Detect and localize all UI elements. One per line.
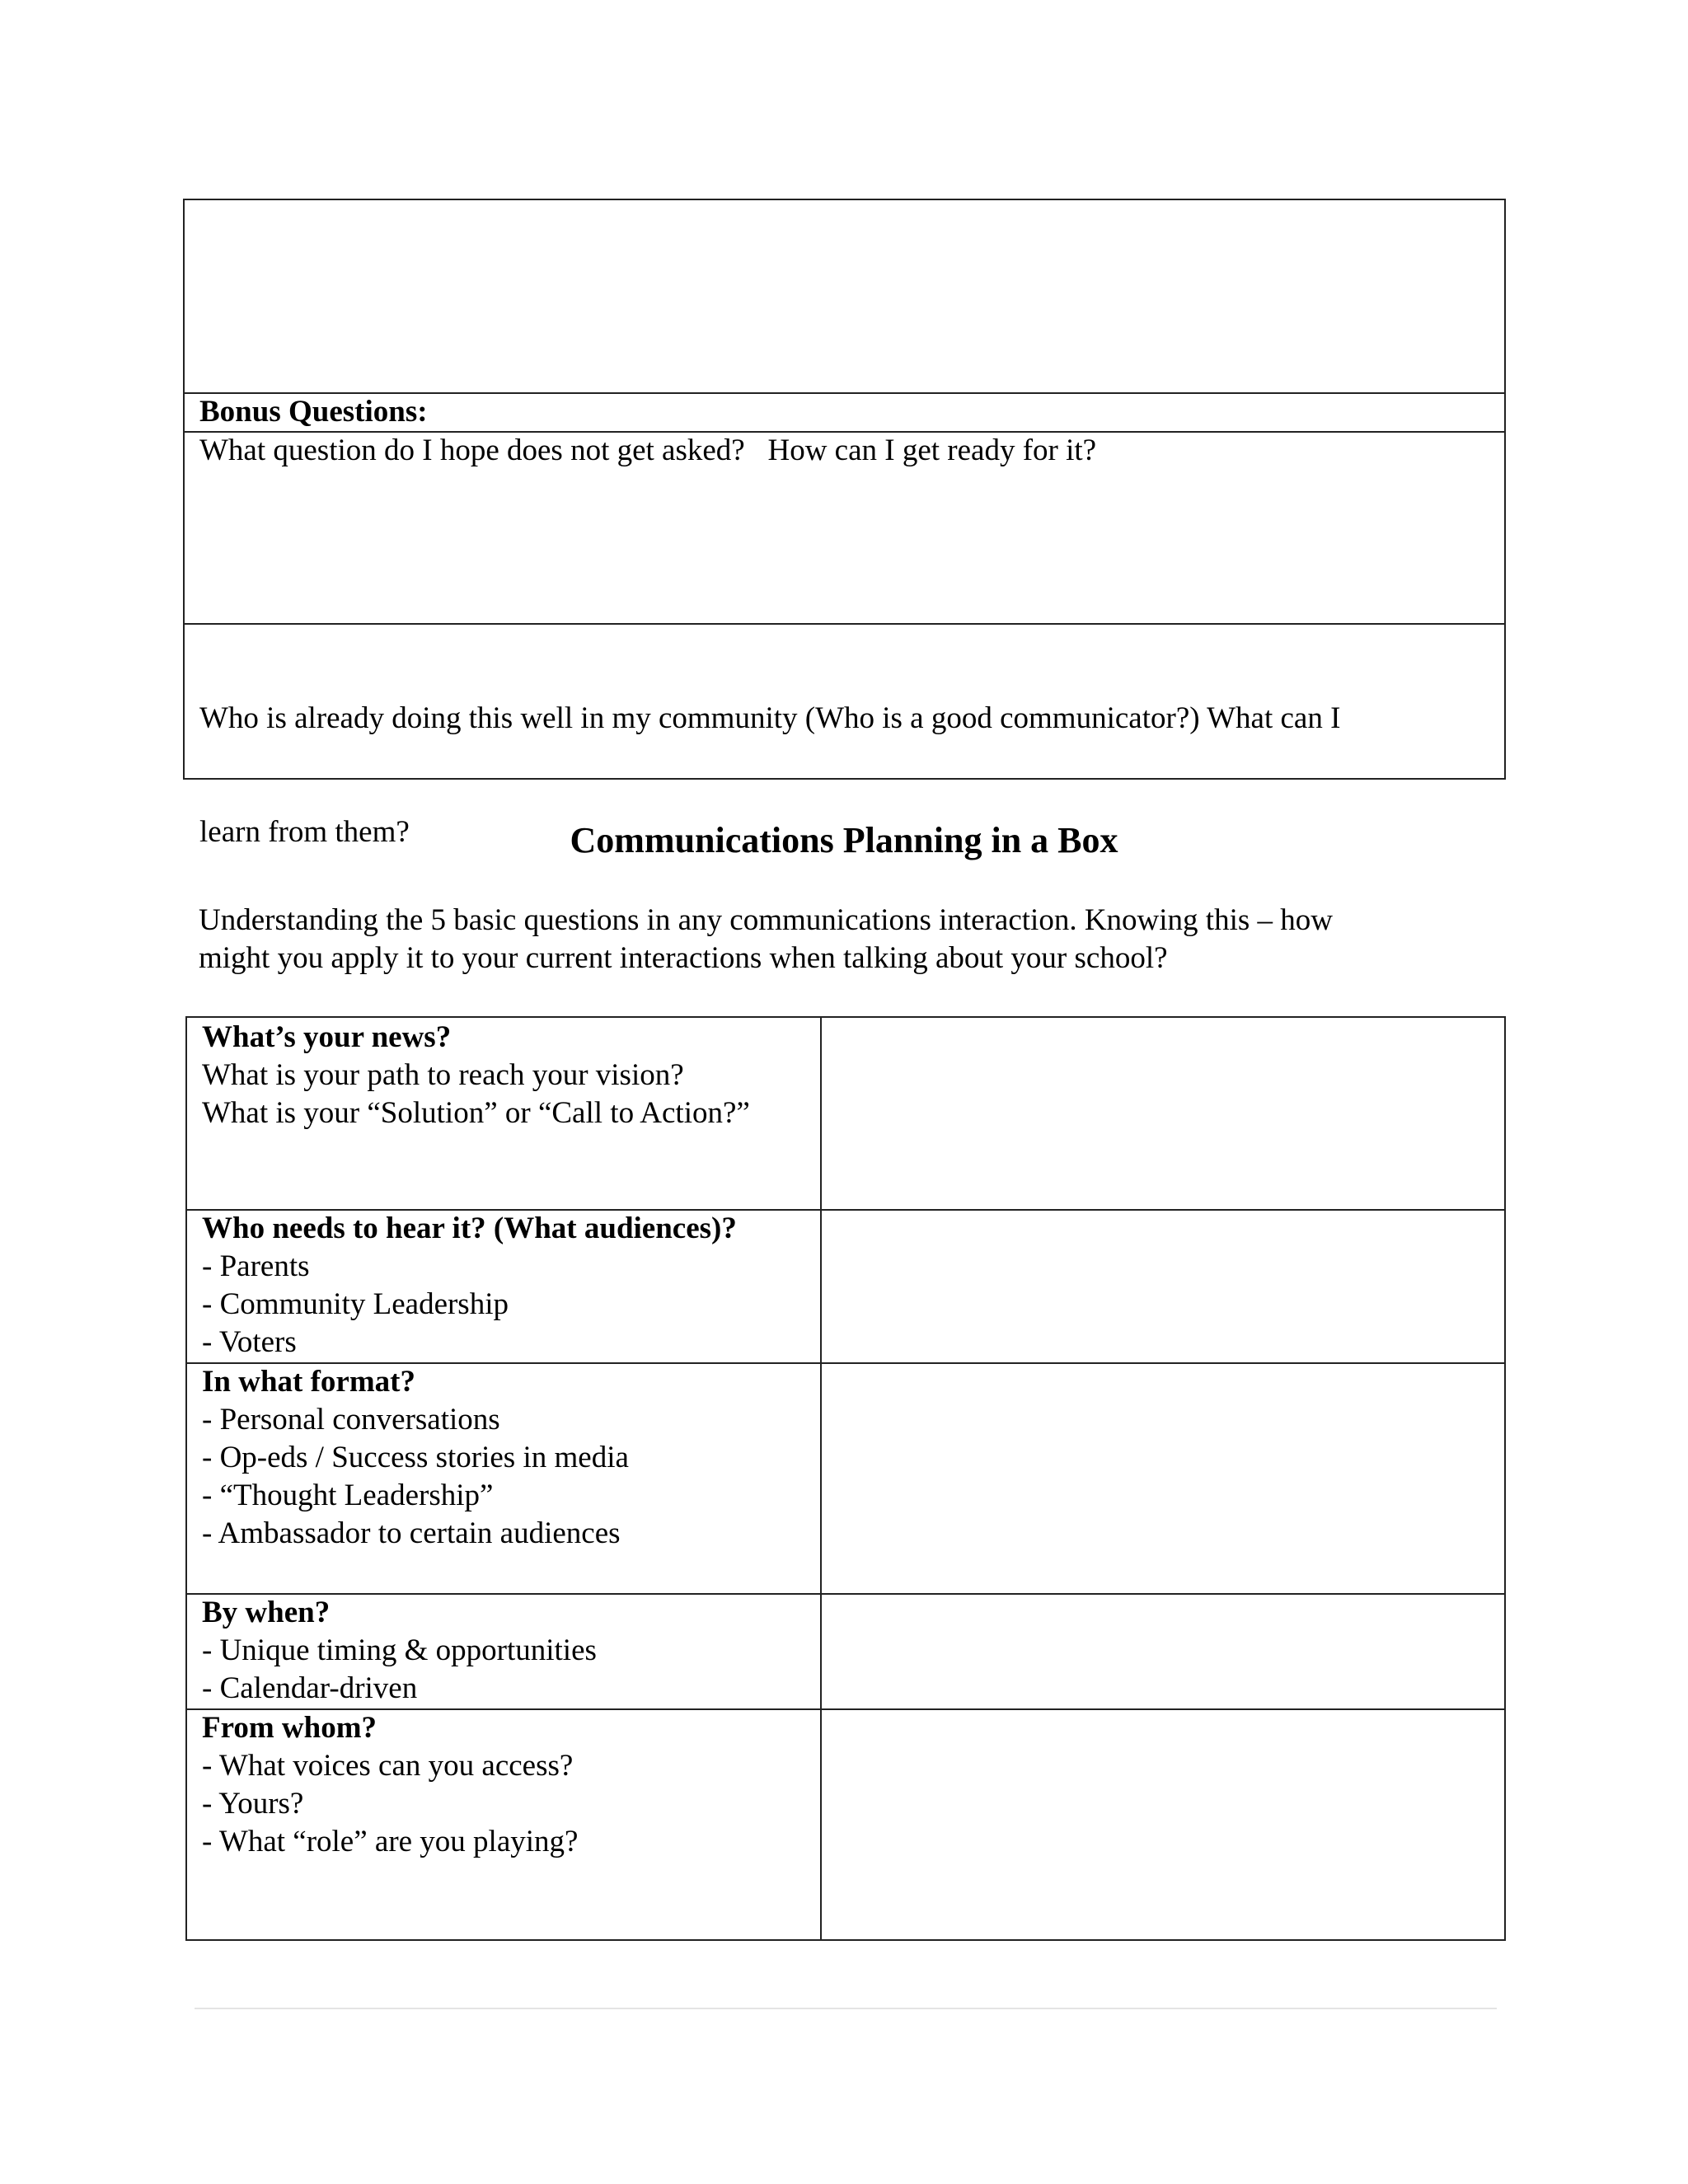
row-news bbox=[202, 1019, 812, 1132]
row-line: - Personal conversations bbox=[202, 1403, 500, 1436]
page-title: Communications Planning in a Box bbox=[570, 820, 1118, 860]
bonus-question-1: What question do I hope does not get asked? How can I get ready for it? bbox=[199, 434, 1097, 467]
row-heading: By when? bbox=[202, 1596, 331, 1629]
row-line: What is your path to reach your vision? bbox=[202, 1058, 684, 1092]
row-timing bbox=[202, 1594, 812, 1708]
row-line: - What “role” are you playing? bbox=[202, 1825, 579, 1858]
row-heading: What’s your news? bbox=[202, 1020, 452, 1054]
planning-table bbox=[185, 1016, 1506, 1941]
bonus-question-2-line-1: Who is already doing this well in my community (Who is a good communicator?) What can I bbox=[199, 701, 1341, 735]
row-line: - Unique timing & opportunities bbox=[202, 1633, 597, 1667]
row-line: - “Thought Leadership” bbox=[202, 1479, 494, 1512]
intro-paragraph bbox=[199, 902, 1484, 977]
column-divider bbox=[820, 1018, 822, 1939]
row-source bbox=[202, 1709, 812, 1861]
row-audiences bbox=[202, 1210, 812, 1361]
bonus-question-2-line-2: learn from them? bbox=[199, 815, 410, 849]
row-line: - Parents bbox=[202, 1249, 310, 1283]
row-line: - Op-eds / Success stories in media bbox=[202, 1441, 629, 1474]
row-line: - Yours? bbox=[202, 1787, 304, 1821]
footer-divider bbox=[195, 2008, 1497, 2009]
row-line: - Community Leadership bbox=[202, 1287, 509, 1321]
intro-line-2: might you apply it to your current interactions when talking about your school? bbox=[199, 941, 1168, 975]
intro-line-1: Understanding the 5 basic questions in any communications interaction. Knowing this – how bbox=[199, 903, 1333, 937]
bonus-heading: Bonus Questions: bbox=[199, 395, 428, 429]
bonus-question-2 bbox=[199, 624, 1340, 927]
row-line: - Voters bbox=[202, 1325, 297, 1359]
row-line: - Calendar-driven bbox=[202, 1671, 418, 1705]
row-format bbox=[202, 1363, 812, 1553]
row-line: - Ambassador to certain audiences bbox=[202, 1516, 621, 1550]
row-heading: Who needs to hear it? (What audiences)? bbox=[202, 1212, 737, 1245]
row-heading: In what format? bbox=[202, 1365, 415, 1399]
row-line: - What voices can you access? bbox=[202, 1749, 574, 1783]
row-heading: From whom? bbox=[202, 1711, 377, 1745]
row-line: What is your “Solution” or “Call to Action?” bbox=[202, 1096, 750, 1130]
